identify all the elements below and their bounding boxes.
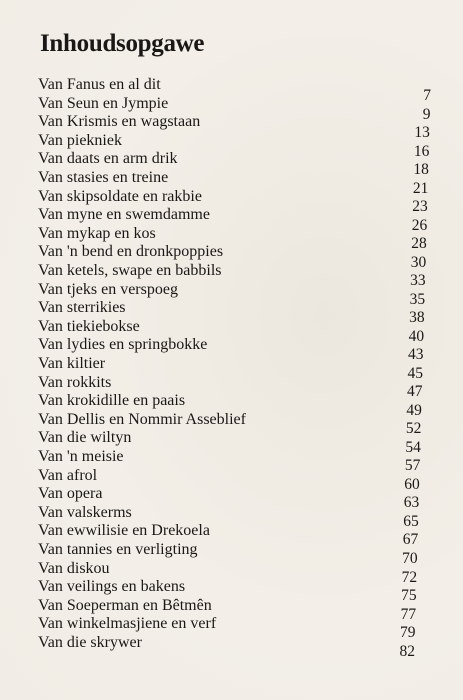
toc-entry-page-number: 75 — [401, 587, 417, 605]
toc-entry-page-number: 35 — [409, 290, 426, 308]
toc-entry-page-number: 28 — [411, 235, 427, 253]
toc-entry-page-number: 60 — [404, 475, 420, 493]
toc-entry-page-number: 63 — [403, 494, 420, 512]
toc-entry-page-number: 13 — [414, 124, 430, 142]
toc-entry-title: Van Dellis en Nommir Asseblief — [38, 410, 246, 428]
toc-entry-page-number: 47 — [406, 383, 423, 401]
toc-entry-page-number: 30 — [410, 253, 427, 271]
toc-entry-title: Van skipsoldate en rakbie — [38, 187, 202, 205]
toc-entry-title: Van Soeperman en Bêtmên — [38, 596, 212, 614]
toc-entry-page-number: 54 — [405, 438, 421, 456]
toc-entry-title: Van opera — [38, 485, 103, 503]
toc-entry-title: Van lydies en springbokke — [38, 336, 208, 354]
toc-entry-page-number: 45 — [407, 364, 423, 382]
toc-entry-page-number: 33 — [410, 272, 426, 290]
toc-entry-page-number: 82 — [399, 642, 415, 660]
toc-entry-page-number: 26 — [411, 216, 428, 234]
toc-entry-title: Van ewwilisie en Drekoela — [38, 522, 210, 540]
toc-entry-title: Van Krismis en wagstaan — [38, 113, 201, 131]
toc-entry-title: Van kiltier — [38, 355, 106, 372]
toc-entry-title: Van myne en swemdamme — [38, 206, 210, 224]
toc-entry-page-number: 16 — [413, 142, 430, 160]
toc-entry-title: Van rokkits — [38, 373, 112, 391]
toc-entry-page-number: 40 — [408, 327, 425, 345]
toc-entry-title: Van krokidille en paais — [38, 392, 186, 410]
toc-entry-page-number: 77 — [400, 605, 417, 623]
toc-entry-page-number: 38 — [409, 309, 425, 327]
toc-entry-title: Van valskerms — [38, 503, 132, 521]
toc-entry-page-number: 52 — [405, 420, 422, 438]
toc-entry-page-number: 18 — [413, 161, 429, 179]
toc-entry-title: Van 'n meisie — [38, 448, 124, 465]
toc-entry-title: Van Fanus en al dit — [38, 76, 161, 93]
toc-entry-title: Van die wiltyn — [38, 429, 132, 447]
toc-entry-title: Van 'n bend en dronkpoppies — [38, 243, 224, 261]
toc-entry-title: Van mykap en kos — [38, 224, 156, 242]
toc-entry-title: Van die skrywer — [38, 634, 142, 651]
page-title: Inhoudsopgawe — [40, 30, 205, 57]
toc-entry-title: Van veilings en bakens — [38, 578, 186, 596]
toc-entry-page-number: 72 — [401, 568, 418, 586]
toc-entry-title: Van piekniek — [38, 131, 122, 149]
toc-entry-title: Van ketels, swape en babbils — [38, 262, 222, 279]
toc-entry-title: Van tiekiebokse — [38, 317, 140, 335]
toc-entry-title: Van diskou — [38, 559, 110, 577]
toc-entry-page-number: 49 — [406, 401, 422, 419]
toc-entry-page-number: 70 — [402, 550, 418, 567]
toc-entry-page-number: 79 — [400, 624, 416, 642]
toc-entry-page-number: 57 — [404, 457, 421, 475]
toc-entry-page-number: 23 — [412, 198, 428, 216]
toc-entry-title: Van sterrikies — [38, 299, 126, 317]
toc-entry-page-number: 65 — [403, 512, 419, 530]
toc-entry-title: Van daats en arm drik — [38, 150, 178, 168]
toc-entry-page-number: 67 — [402, 531, 419, 549]
toc-entry-title: Van stasies en treine — [38, 169, 169, 186]
toc-entry-page-number: 7 — [423, 87, 431, 104]
toc-entry-title: Van tjeks en verspoeg — [38, 280, 178, 298]
toc-entry-title: Van Seun en Jympie — [38, 94, 169, 112]
toc-entry-title: Van afrol — [38, 466, 98, 484]
toc-entry-page-number: 9 — [422, 105, 431, 123]
toc-entry-title: Van winkelmasjiene en verf — [38, 615, 217, 633]
toc-entry-title: Van tannies en verligting — [38, 541, 198, 558]
toc-entry-page-number: 21 — [412, 179, 429, 197]
toc-entry-page-number: 43 — [408, 346, 424, 364]
